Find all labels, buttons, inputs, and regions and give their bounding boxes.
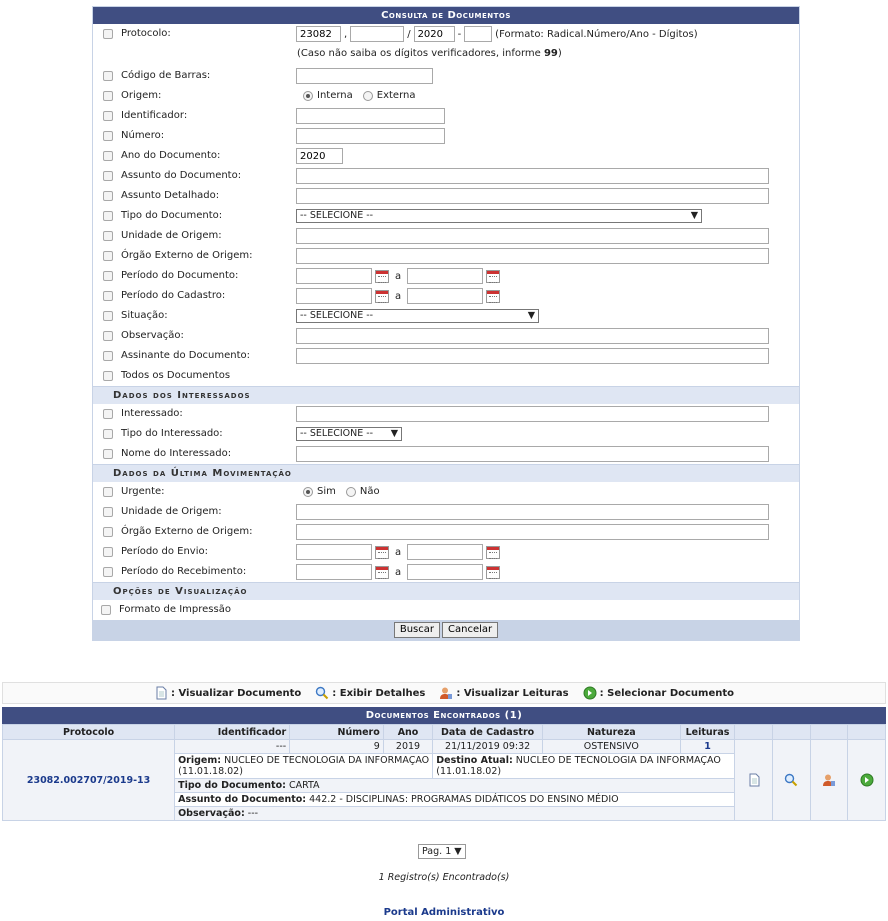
- mov-unidade-origem-input[interactable]: [296, 504, 769, 520]
- cancelar-button[interactable]: Cancelar: [442, 622, 498, 638]
- records-count: 1 Registro(s) Encontrado(s): [378, 872, 510, 883]
- interessado-checkbox[interactable]: [103, 409, 113, 419]
- codigo-barras-input[interactable]: [296, 68, 433, 84]
- row-codigo-barras: [93, 66, 799, 86]
- section-interessados: Dados dos Interessados: [93, 386, 799, 404]
- tipo-documento-checkbox[interactable]: [103, 211, 113, 221]
- chevron-down-icon: ▼: [527, 310, 535, 321]
- periodo-documento-checkbox[interactable]: [103, 271, 113, 281]
- periodo-cadastro-sep: a: [395, 290, 402, 302]
- calendar-icon[interactable]: [486, 290, 500, 303]
- tipo-interessado-value: -- SELECIONE --: [300, 428, 374, 439]
- section-movimentacao: Dados da Última Movimentação: [93, 464, 799, 482]
- origem-interna-label: Interna: [317, 90, 353, 101]
- nome-interessado-label: Nome do Interessado:: [121, 448, 232, 459]
- formato-impressao-label: Formato de Impressão: [119, 604, 231, 615]
- row-interessado: [93, 404, 799, 424]
- select-green-icon: [860, 773, 874, 787]
- protocolo-checkbox[interactable]: [103, 29, 113, 39]
- identificador-input[interactable]: [296, 108, 445, 124]
- mov-unidade-origem-checkbox[interactable]: [103, 507, 113, 517]
- form-title: Consulta de Documentos: [93, 7, 799, 24]
- situacao-checkbox[interactable]: [103, 311, 113, 321]
- legend-exibir-detalhes: : Exibir Detalhes: [315, 686, 425, 700]
- todos-label: Todos os Documentos: [121, 370, 231, 381]
- urgente-sim-label: Sim: [317, 486, 336, 497]
- situacao-select[interactable]: [296, 309, 539, 323]
- calendar-icon[interactable]: [375, 546, 389, 559]
- origem-checkbox[interactable]: [103, 91, 113, 101]
- visualizar-documento-button[interactable]: [735, 740, 773, 821]
- protocolo-sep2: /: [407, 28, 411, 40]
- protocolo-digits-hint: (Caso não saiba os dígitos verificadores, informe 99): [297, 48, 562, 59]
- row-protocolo: [93, 24, 799, 66]
- row-ano-documento: [93, 146, 799, 166]
- tipo-interessado-checkbox[interactable]: [103, 429, 113, 439]
- tipo-documento-label: Tipo do Documento:: [121, 210, 223, 221]
- chevron-down-icon: ▼: [454, 846, 462, 857]
- cell-observacao: Observação: ---: [175, 807, 735, 821]
- calendar-icon[interactable]: [375, 270, 389, 283]
- nome-interessado-checkbox[interactable]: [103, 449, 113, 459]
- results-header-row: [3, 725, 886, 740]
- interessado-input[interactable]: [296, 406, 769, 422]
- cell-data-cadastro: 21/11/2019 09:32: [433, 740, 543, 754]
- row-periodo-cadastro: [93, 286, 799, 306]
- col-natureza: Natureza: [542, 725, 680, 740]
- unidade-origem-checkbox[interactable]: [103, 231, 113, 241]
- col-action-3: [810, 725, 848, 740]
- urgente-sim-radio[interactable]: [303, 487, 313, 497]
- numero-label: Número:: [121, 130, 165, 141]
- tipo-interessado-label: Tipo do Interessado:: [121, 428, 223, 439]
- origem-externa-radio[interactable]: [363, 91, 373, 101]
- exibir-detalhes-button[interactable]: [772, 740, 810, 821]
- cell-origem: Origem: NUCLEO DE TECNOLOGIA DA INFORMAÇAO (11.01.18.02): [175, 754, 433, 779]
- periodo-recebimento-start-input[interactable]: [296, 564, 372, 580]
- form-buttons: [93, 620, 799, 640]
- assunto-documento-checkbox[interactable]: [103, 171, 113, 181]
- document-icon: [747, 773, 761, 787]
- legend-selecionar-documento: : Selecionar Documento: [583, 686, 734, 700]
- todos-checkbox[interactable]: [103, 371, 113, 381]
- identificador-label: Identificador:: [121, 110, 188, 121]
- protocolo-ano-input[interactable]: [414, 26, 455, 42]
- reader-icon: [822, 773, 836, 787]
- urgente-nao-label: Não: [359, 486, 380, 497]
- row-situacao: [93, 306, 799, 326]
- row-identificador: [93, 106, 799, 126]
- assunto-detalhado-checkbox[interactable]: [103, 191, 113, 201]
- observacao-input[interactable]: [296, 328, 769, 344]
- assinante-checkbox[interactable]: [103, 351, 113, 361]
- calendar-icon[interactable]: [375, 290, 389, 303]
- mov-unidade-origem-label: Unidade de Origem:: [121, 506, 222, 517]
- cell-ano: 2019: [383, 740, 432, 754]
- col-action-4: [848, 725, 886, 740]
- observacao-checkbox[interactable]: [103, 331, 113, 341]
- urgente-label: Urgente:: [121, 486, 165, 497]
- pager-value: Pag. 1: [422, 846, 452, 857]
- calendar-icon[interactable]: [486, 270, 500, 283]
- assunto-documento-input[interactable]: [296, 168, 769, 184]
- magnifier-icon: [315, 686, 329, 700]
- protocolo-digitos-input[interactable]: [464, 26, 492, 42]
- assunto-detalhado-input[interactable]: [296, 188, 769, 204]
- periodo-documento-end-input[interactable]: [407, 268, 483, 284]
- buscar-button[interactable]: Buscar: [394, 622, 440, 638]
- cell-numero: 9: [290, 740, 384, 754]
- orgao-externo-origem-checkbox[interactable]: [103, 251, 113, 261]
- protocolo-numero-input[interactable]: [350, 26, 404, 42]
- protocolo-link[interactable]: 23082.002707/2019-13: [3, 740, 175, 821]
- search-form: [92, 6, 800, 641]
- row-orgao-externo-origem: [93, 246, 799, 266]
- ano-documento-label: Ano do Documento:: [121, 150, 221, 161]
- legend-visualizar-documento: : Visualizar Documento: [154, 686, 301, 700]
- calendar-icon[interactable]: [375, 566, 389, 579]
- formato-impressao-checkbox[interactable]: [101, 605, 111, 615]
- row-mov-orgao-externo: [93, 522, 799, 542]
- situacao-label: Situação:: [121, 310, 168, 321]
- assinante-input[interactable]: [296, 348, 769, 364]
- protocolo-format-hint: (Formato: Radical.Número/Ano - Dígitos): [495, 28, 698, 40]
- tipo-interessado-select[interactable]: [296, 427, 402, 441]
- periodo-envio-checkbox[interactable]: [103, 547, 113, 557]
- tipo-documento-value: -- SELECIONE --: [300, 210, 374, 221]
- col-leituras: Leituras: [680, 725, 735, 740]
- legend-bar: [2, 682, 886, 704]
- urgente-nao-radio[interactable]: [346, 487, 356, 497]
- situacao-value: -- SELECIONE --: [300, 310, 374, 321]
- origem-externa-label: Externa: [376, 90, 416, 101]
- nome-interessado-input[interactable]: [296, 446, 769, 462]
- ano-documento-input[interactable]: [296, 148, 343, 164]
- row-assunto-documento: [93, 166, 799, 186]
- mov-orgao-externo-checkbox[interactable]: [103, 527, 113, 537]
- col-action-1: [735, 725, 773, 740]
- row-origem: [93, 86, 799, 106]
- periodo-recebimento-label: Período do Recebimento:: [121, 566, 247, 577]
- unidade-origem-input[interactable]: [296, 228, 769, 244]
- row-unidade-origem: [93, 226, 799, 246]
- legend-visualizar-leituras: : Visualizar Leituras: [439, 686, 568, 700]
- col-identificador: Identificador: [175, 725, 290, 740]
- periodo-cadastro-end-input[interactable]: [407, 288, 483, 304]
- codigo-barras-checkbox[interactable]: [103, 71, 113, 81]
- periodo-envio-label: Período do Envio:: [121, 546, 208, 557]
- codigo-barras-label: Código de Barras:: [121, 70, 211, 81]
- periodo-cadastro-start-input[interactable]: [296, 288, 372, 304]
- row-nome-interessado: [93, 444, 799, 464]
- tipo-documento-select[interactable]: [296, 209, 702, 223]
- magnifier-icon: [784, 773, 798, 787]
- selecionar-documento-button[interactable]: [848, 740, 886, 821]
- col-protocolo: Protocolo: [3, 725, 175, 740]
- cell-destino: Destino Atual: NUCLEO DE TECNOLOGIA DA INFORMAÇAO (11.01.18.02): [433, 754, 735, 779]
- row-periodo-envio: [93, 542, 799, 562]
- row-formato-impressao: [93, 600, 799, 620]
- chevron-down-icon: ▼: [690, 210, 698, 221]
- protocolo-sep3: -: [457, 28, 462, 40]
- periodo-documento-sep: a: [395, 270, 402, 282]
- periodo-envio-end-input[interactable]: [407, 544, 483, 560]
- cell-identificador: ---: [175, 740, 290, 754]
- row-periodo-recebimento: [93, 562, 799, 582]
- numero-input[interactable]: [296, 128, 445, 144]
- ano-documento-checkbox[interactable]: [103, 151, 113, 161]
- protocolo-radical-input[interactable]: [296, 26, 341, 42]
- identificador-checkbox[interactable]: [103, 111, 113, 121]
- periodo-documento-start-input[interactable]: [296, 268, 372, 284]
- origem-interna-radio[interactable]: [303, 91, 313, 101]
- calendar-icon[interactable]: [486, 546, 500, 559]
- periodo-documento-label: Período do Documento:: [121, 270, 239, 281]
- calendar-icon[interactable]: [486, 566, 500, 579]
- periodo-cadastro-checkbox[interactable]: [103, 291, 113, 301]
- cell-tipo: Tipo do Documento: CARTA: [175, 779, 735, 793]
- cell-assunto: Assunto do Documento: 442.2 - DISCIPLINAS: PROGRAMAS DIDÁTICOS DO ENSINO MÉDIO: [175, 793, 735, 807]
- row-tipo-interessado: [93, 424, 799, 444]
- interessado-label: Interessado:: [121, 408, 183, 419]
- row-periodo-documento: [93, 266, 799, 286]
- col-ano: Ano: [383, 725, 432, 740]
- select-green-icon: [583, 686, 597, 700]
- row-observacao: [93, 326, 799, 346]
- col-numero: Número: [290, 725, 384, 740]
- results-panel: [2, 707, 886, 821]
- orgao-externo-origem-label: Órgão Externo de Origem:: [121, 250, 253, 261]
- assinante-label: Assinante do Documento:: [121, 350, 251, 361]
- mov-orgao-externo-input[interactable]: [296, 524, 769, 540]
- row-todos: [93, 366, 799, 386]
- periodo-recebimento-checkbox[interactable]: [103, 567, 113, 577]
- col-data-cadastro: Data de Cadastro: [433, 725, 543, 740]
- assunto-detalhado-label: Assunto Detalhado:: [121, 190, 220, 201]
- visualizar-leituras-button[interactable]: [810, 740, 848, 821]
- row-numero: [93, 126, 799, 146]
- observacao-label: Observação:: [121, 330, 184, 341]
- orgao-externo-origem-input[interactable]: [296, 248, 769, 264]
- periodo-cadastro-label: Período do Cadastro:: [121, 290, 226, 301]
- row-assinante: [93, 346, 799, 366]
- chevron-down-icon: ▼: [390, 428, 398, 439]
- assunto-documento-label: Assunto do Documento:: [121, 170, 242, 181]
- document-icon: [154, 686, 168, 700]
- col-action-2: [772, 725, 810, 740]
- periodo-recebimento-sep: a: [395, 566, 402, 578]
- mov-orgao-externo-label: Órgão Externo de Origem:: [121, 526, 253, 537]
- periodo-recebimento-end-input[interactable]: [407, 564, 483, 580]
- results-title: Documentos Encontrados (1): [2, 707, 886, 724]
- table-row: [3, 740, 886, 754]
- periodo-envio-sep: a: [395, 546, 402, 558]
- portal-link[interactable]: Portal Administrativo: [383, 907, 505, 918]
- pager-select[interactable]: [418, 844, 466, 859]
- row-tipo-documento: [93, 206, 799, 226]
- urgente-checkbox[interactable]: [103, 487, 113, 497]
- unidade-origem-label: Unidade de Origem:: [121, 230, 222, 241]
- section-visualizacao: Opções de Visualização: [93, 582, 799, 600]
- periodo-envio-start-input[interactable]: [296, 544, 372, 560]
- row-urgente: [93, 482, 799, 502]
- reader-icon: [439, 686, 453, 700]
- cell-leituras[interactable]: 1: [680, 740, 735, 754]
- row-mov-unidade-origem: [93, 502, 799, 522]
- protocolo-sep1: ,: [344, 28, 348, 40]
- numero-checkbox[interactable]: [103, 131, 113, 141]
- cell-natureza: OSTENSIVO: [542, 740, 680, 754]
- results-table: [2, 724, 886, 821]
- row-assunto-detalhado: [93, 186, 799, 206]
- protocolo-label: Protocolo:: [121, 28, 171, 39]
- origem-label: Origem:: [121, 90, 162, 101]
